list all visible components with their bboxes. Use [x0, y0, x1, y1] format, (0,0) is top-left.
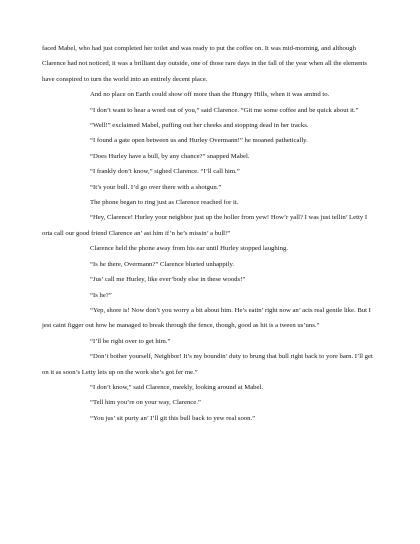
paragraph: “I found a gate open between us and Hurley Overmann!” he moaned pathetically. [90, 137, 308, 145]
paragraph: “It’s your bull. I’d go over there with a shotgun.” [90, 183, 222, 191]
paragraph: Clarence held the phone away from his ear until Hurley stopped laughing. [90, 245, 288, 253]
paragraph: “Does Hurley have a bull, by any chance?” snapped Mabel. [90, 152, 250, 160]
paragraph: “Don’t bother yourself, Neighbor! It’s my boundin’ duty to brung that bull right back to yore barn. I’ll get on it as soon’s Letty lets up on the work she’s got fer me.” [42, 353, 373, 376]
paragraph: “I don’t want to hear a word out of you,” said Clarence. “Git me some coffee and be quick about it.” [90, 106, 359, 114]
paragraph: “I’ll be right over to get him.” [90, 337, 171, 345]
paragraph: “Tell him you’re on your way, Clarence.” [90, 399, 201, 407]
paragraph: “I frankly don’t know,” sighed Clarence. “I’ll call him.” [90, 168, 240, 176]
paragraph: “Well!” exclaimed Mabel, puffing out her cheeks and stopping dead in her tracks. [90, 122, 309, 130]
paragraph: “You jus’ sit purty an’ I’ll git this bull back to yew real soon.” [90, 414, 256, 422]
paragraph: And no place on Earth could show off more than the Hungry Hills, when it was amind to. [90, 91, 330, 99]
body-text [42, 41, 378, 426]
paragraph: “Is he?” [90, 291, 112, 299]
paragraph: “Hey, Clarence! Hurley your neighbor just up the holler from yew! How’r yall? I was just tellin’ Letty I orta call our good friend Clarence an’ ast him if’n he’s missin’ a bull!” [42, 214, 368, 237]
paragraph: “I don’t know,” said Clarence, meekly, looking around at Mabel. [90, 383, 264, 391]
paragraph: “Jus’ call me Hurley, like ever’body else in these woods!” [90, 276, 246, 284]
paragraph: The phone began to ring just as Clarence reached for it. [90, 199, 239, 207]
paragraph: “Yep, shore is! Now don’t you worry a bit about him. He’s eatin’ right now an’ acts real gentle like. But I jest caint figger out how he managed to break through the fence, though, good as hit is a tween us’uns.” [42, 306, 371, 330]
paragraph: “Is he there, Overmann?” Clarence blurted unhappily. [90, 260, 235, 268]
paragraph: faced Mabel, who had just completed her toilet and was ready to put the coffee on. It was mid-morning, and although Clarence had not noticed, it was a brilliant day outside, one of those rare days in the fall of the year when all the elements have conspired to turn the world into an entirely decent place. [42, 45, 367, 83]
